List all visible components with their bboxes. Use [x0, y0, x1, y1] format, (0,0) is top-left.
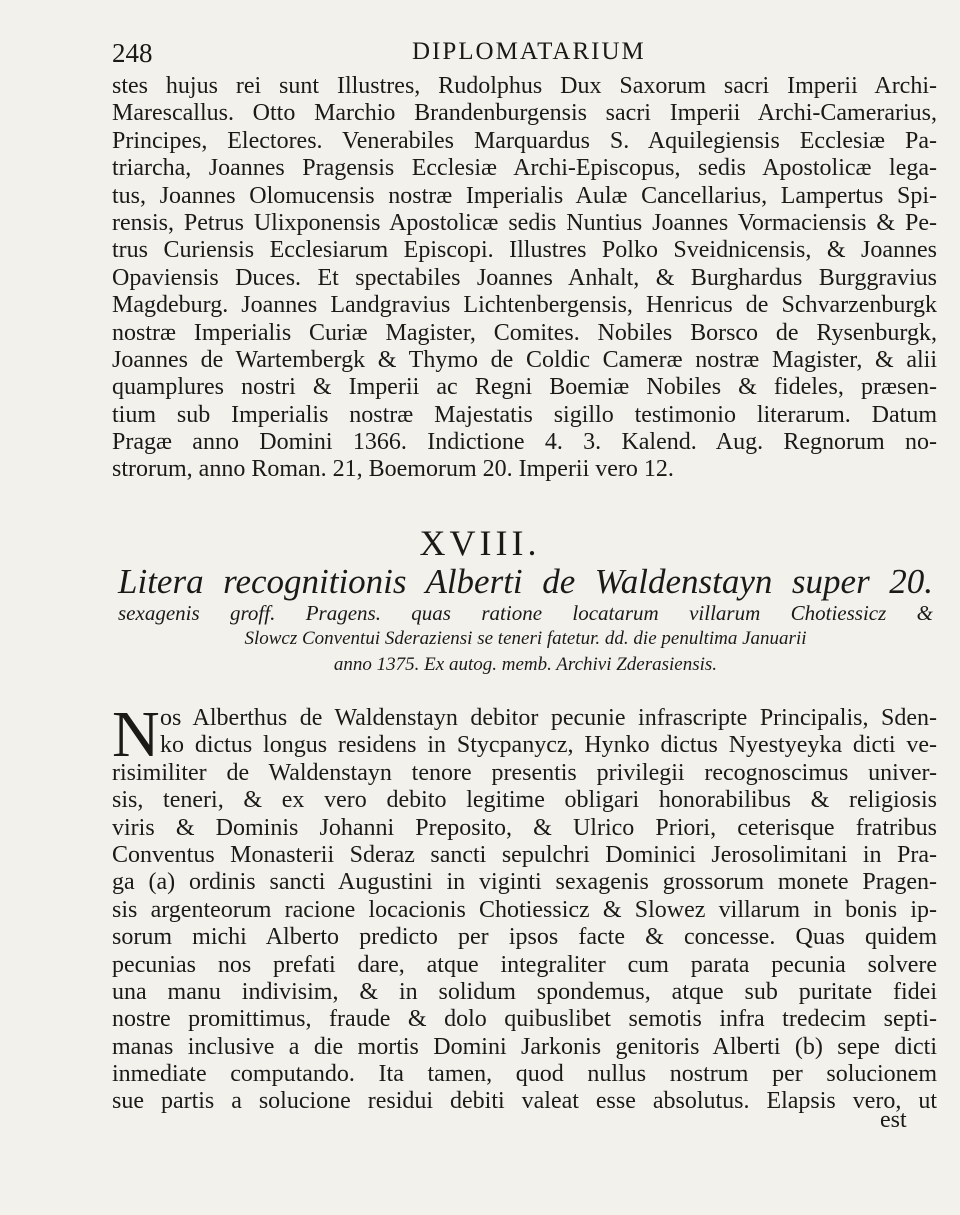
text-line: sis argenteorum racione locacionis Chotiessicz & Slowez villarum in bonis ip- — [112, 896, 937, 923]
drop-capital: N — [112, 698, 160, 771]
text-line: Principes, Electores. Venerabiles Marquardus S. Aquilegiensis Ecclesiæ Pa- — [112, 127, 937, 154]
text-line: strorum, anno Roman. 21, Boemorum 20. Imperii vero 12. — [112, 456, 674, 483]
text-line: Marescallus. Otto Marchio Brandenburgensis sacri Imperii Archi-Camerarius, — [112, 100, 937, 127]
text-line: nostræ Imperialis Curiæ Magister, Comites. Nobiles Borsco de Rysenburgk, — [112, 319, 937, 346]
text-line: ko dictus longus residens in Stycpanycz, Hynko dictus Nyestyeyka dicti ve- — [160, 732, 937, 759]
text-line: manas inclusive a die mortis Domini Jarkonis genitoris Alberti (b) sepe dicti — [112, 1033, 937, 1060]
text-line: tus, Joannes Olomucensis nostræ Imperialis Aulæ Cancellarius, Lampertus Spi- — [112, 182, 937, 209]
text-line: Joannes de Wartembergk & Thymo de Coldic Cameræ nostræ Magister, & alii — [112, 346, 937, 373]
document-number: XVIII. — [419, 523, 541, 563]
subtitle-line: Slowcz Conventui Sderaziensi se teneri fatetur. dd. die penultima Januarii — [244, 628, 807, 649]
text-line: Magdeburg. Joannes Landgravius Lichtenbergensis, Henricus de Schvarzenburgk — [112, 292, 937, 319]
text-line: Opaviensis Duces. Et spectabiles Joannes Anhalt, & Burghardus Burggravius — [112, 264, 937, 291]
subtitle-line: anno 1375. Ex autog. memb. Archivi Zderasiensis. — [333, 654, 718, 675]
document-body — [112, 698, 937, 1116]
text-line: sorum michi Alberto predicto per ipsos facte & concesse. Quas quidem — [112, 924, 937, 951]
text-line: pecunias nos prefati dare, atque integraliter cum parata pecunia solvere — [112, 951, 937, 978]
text-line: nostre promittimus, fraude & dolo quibuslibet semotis infra tredecim septi- — [112, 1006, 937, 1033]
text-line: trus Curiensis Ecclesiarum Episcopi. Illustres Polko Sveidnicensis, & Joannes — [112, 237, 937, 264]
text-line: rensis, Petrus Ulixponensis Apostolicæ sedis Nuntius Joannes Vormaciensis & Pe- — [112, 209, 937, 236]
running-head — [112, 38, 932, 74]
page-number: 248 — [112, 38, 153, 68]
text-line: una manu indivisim, & in solidum spondemus, atque sub puritate fidei — [112, 978, 937, 1005]
document-subtitle — [118, 600, 933, 678]
text-line: risimiliter de Waldenstayn tenore presentis privilegii recognoscimus univer- — [112, 759, 937, 786]
text-line: os Alberthus de Waldenstayn debitor pecunie infrascripte Principalis, Sden- — [160, 705, 937, 731]
text-line: triarcha, Joannes Pragensis Ecclesiæ Archi-Episcopus, sedis Apostolicæ lega- — [112, 155, 937, 182]
text-line: Conventus Monasterii Sderaz sancti sepulchri Dominici Jerosolimitani in Pra- — [112, 841, 937, 868]
previous-document-text — [112, 73, 937, 484]
text-line: tium sub Imperialis nostræ Majestatis sigillo testimonio literarum. Datum — [112, 401, 937, 428]
text-line: sis, teneri, & ex vero debito legitime obligari honorabilibus & religiosis — [112, 787, 937, 814]
text-line: ga (a) ordinis sancti Augustini in viginti sexagenis grossorum monete Pragen- — [112, 869, 937, 896]
catchword: est — [880, 1107, 907, 1133]
document-title: Litera recognitionis Alberti de Waldenstayn super 20. — [118, 562, 933, 601]
subtitle-line: sexagenis groff. Pragens. quas ratione locatarum villarum Chotiessicz & — [118, 601, 933, 625]
running-title: DIPLOMATARIUM — [412, 38, 646, 65]
text-line: Pragæ anno Domini 1366. Indictione 4. 3. Kalend. Aug. Regnorum no- — [112, 429, 937, 456]
text-line: quamplures nostri & Imperii ac Regni Boemiæ Nobiles & fideles, præsen- — [112, 374, 937, 401]
text-line: inmediate computando. Ita tamen, quod nullus nostrum per solucionem — [112, 1061, 937, 1088]
text-line: sue partis a solucione residui debiti valeat esse absolutus. Elapsis vero, ut — [112, 1088, 937, 1115]
text-line: stes hujus rei sunt Illustres, Rudolphus Dux Saxorum sacri Imperii Archi- — [112, 73, 937, 99]
text-line: viris & Dominis Johanni Preposito, & Ulrico Priori, ceterisque fratribus — [112, 814, 937, 841]
